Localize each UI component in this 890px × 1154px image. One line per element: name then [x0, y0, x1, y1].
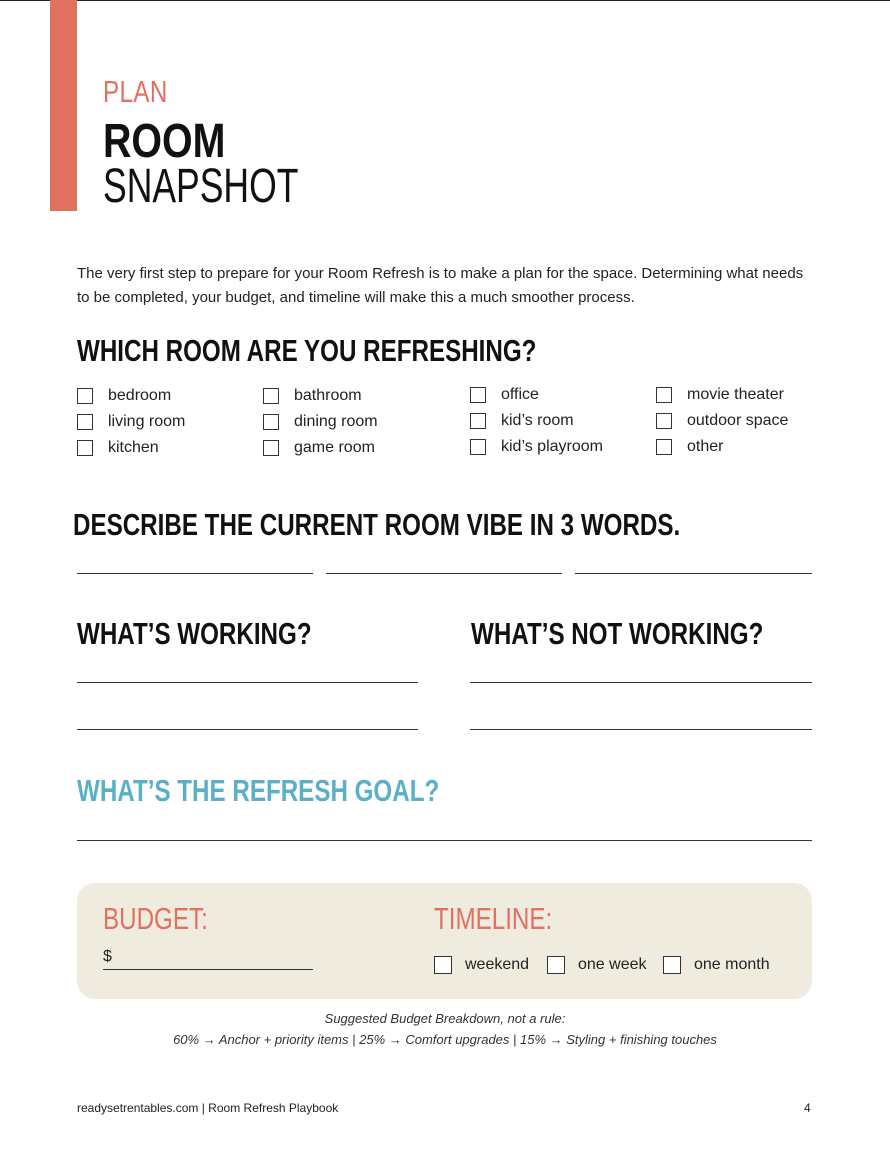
checkbox[interactable]: [77, 414, 93, 430]
checkbox[interactable]: [263, 388, 279, 404]
budget-line[interactable]: [103, 969, 313, 970]
page-number: 4: [804, 1101, 811, 1115]
section-kicker: PLAN: [103, 74, 168, 109]
option-label: kid’s room: [501, 412, 574, 429]
vibe-word-1-line[interactable]: [77, 573, 313, 574]
timeline-option-one-month[interactable]: [663, 955, 770, 975]
timeline-option-one-week[interactable]: [547, 955, 647, 975]
top-rule: [0, 0, 890, 1]
checkbox[interactable]: [263, 414, 279, 430]
room-option-bathroom[interactable]: [263, 386, 362, 406]
option-label: other: [687, 438, 724, 455]
checkbox[interactable]: [434, 956, 452, 974]
option-label: kid’s playroom: [501, 438, 603, 455]
vibe-word-2-line[interactable]: [326, 573, 562, 574]
room-option-movie-theater[interactable]: [656, 385, 784, 405]
goal-line[interactable]: [77, 840, 812, 841]
working-heading: WHAT’S WORKING?: [77, 616, 312, 651]
budget-note-breakdown: 60% → Anchor + priority items | 25% → Comfort upgrades | 15% → Styling + finishing touches: [173, 1032, 717, 1047]
option-label: weekend: [465, 956, 530, 973]
checkbox[interactable]: [470, 387, 486, 403]
checkbox[interactable]: [77, 440, 93, 456]
checkbox[interactable]: [656, 413, 672, 429]
room-option-office[interactable]: [470, 385, 539, 405]
room-option-kids-room[interactable]: [470, 411, 574, 431]
checkbox[interactable]: [663, 956, 681, 974]
checkbox[interactable]: [656, 439, 672, 455]
vibe-heading: DESCRIBE THE CURRENT ROOM VIBE IN 3 WORDS.: [73, 507, 681, 542]
room-option-bedroom[interactable]: [77, 386, 171, 406]
intro-paragraph: The very first step to prepare for your Room Refresh is to make a plan for the space. Determining what needs to be completed, your budget, and timeline will make this a much smoother process.: [77, 265, 804, 306]
not-working-heading: WHAT’S NOT WORKING?: [471, 616, 764, 651]
option-label: bathroom: [294, 387, 362, 404]
option-label: kitchen: [108, 439, 159, 456]
not-working-line-2[interactable]: [470, 729, 812, 730]
budget-heading: BUDGET:: [103, 901, 208, 936]
accent-bar: [50, 0, 77, 211]
not-working-line-1[interactable]: [470, 682, 812, 683]
working-line-2[interactable]: [77, 729, 418, 730]
checkbox[interactable]: [547, 956, 565, 974]
option-label: one month: [694, 956, 770, 973]
which-room-heading: WHICH ROOM ARE YOU REFRESHING?: [77, 333, 537, 368]
option-label: office: [501, 386, 539, 403]
room-option-other[interactable]: [656, 437, 723, 457]
room-option-game-room[interactable]: [263, 438, 375, 458]
option-label: outdoor space: [687, 412, 789, 429]
budget-note-title: Suggested Budget Breakdown, not a rule:: [324, 1011, 566, 1026]
room-option-living-room[interactable]: [77, 412, 185, 432]
option-label: living room: [108, 413, 186, 430]
checkbox[interactable]: [470, 413, 486, 429]
checkbox[interactable]: [470, 439, 486, 455]
checkbox[interactable]: [77, 388, 93, 404]
room-option-dining-room[interactable]: [263, 412, 378, 432]
option-label: game room: [294, 439, 375, 456]
footer-source: readysetrentables.com | Room Refresh Playbook: [77, 1101, 339, 1115]
timeline-option-weekend[interactable]: [434, 955, 529, 975]
checkbox[interactable]: [656, 387, 672, 403]
option-label: dining room: [294, 413, 378, 430]
working-line-1[interactable]: [77, 682, 418, 683]
option-label: bedroom: [108, 387, 172, 404]
option-label: movie theater: [687, 386, 784, 403]
goal-heading: WHAT’S THE REFRESH GOAL?: [77, 773, 440, 808]
checkbox[interactable]: [263, 440, 279, 456]
vibe-word-3-line[interactable]: [575, 573, 812, 574]
page-title-light: SNAPSHOT: [103, 160, 299, 213]
budget-currency: $: [103, 948, 112, 965]
room-option-outdoor-space[interactable]: [656, 411, 788, 431]
option-label: one week: [578, 956, 647, 973]
page-title-bold: ROOM: [103, 115, 226, 168]
timeline-heading: TIMELINE:: [434, 901, 553, 936]
room-option-kitchen[interactable]: [77, 438, 159, 458]
room-option-kids-playroom[interactable]: [470, 437, 603, 457]
